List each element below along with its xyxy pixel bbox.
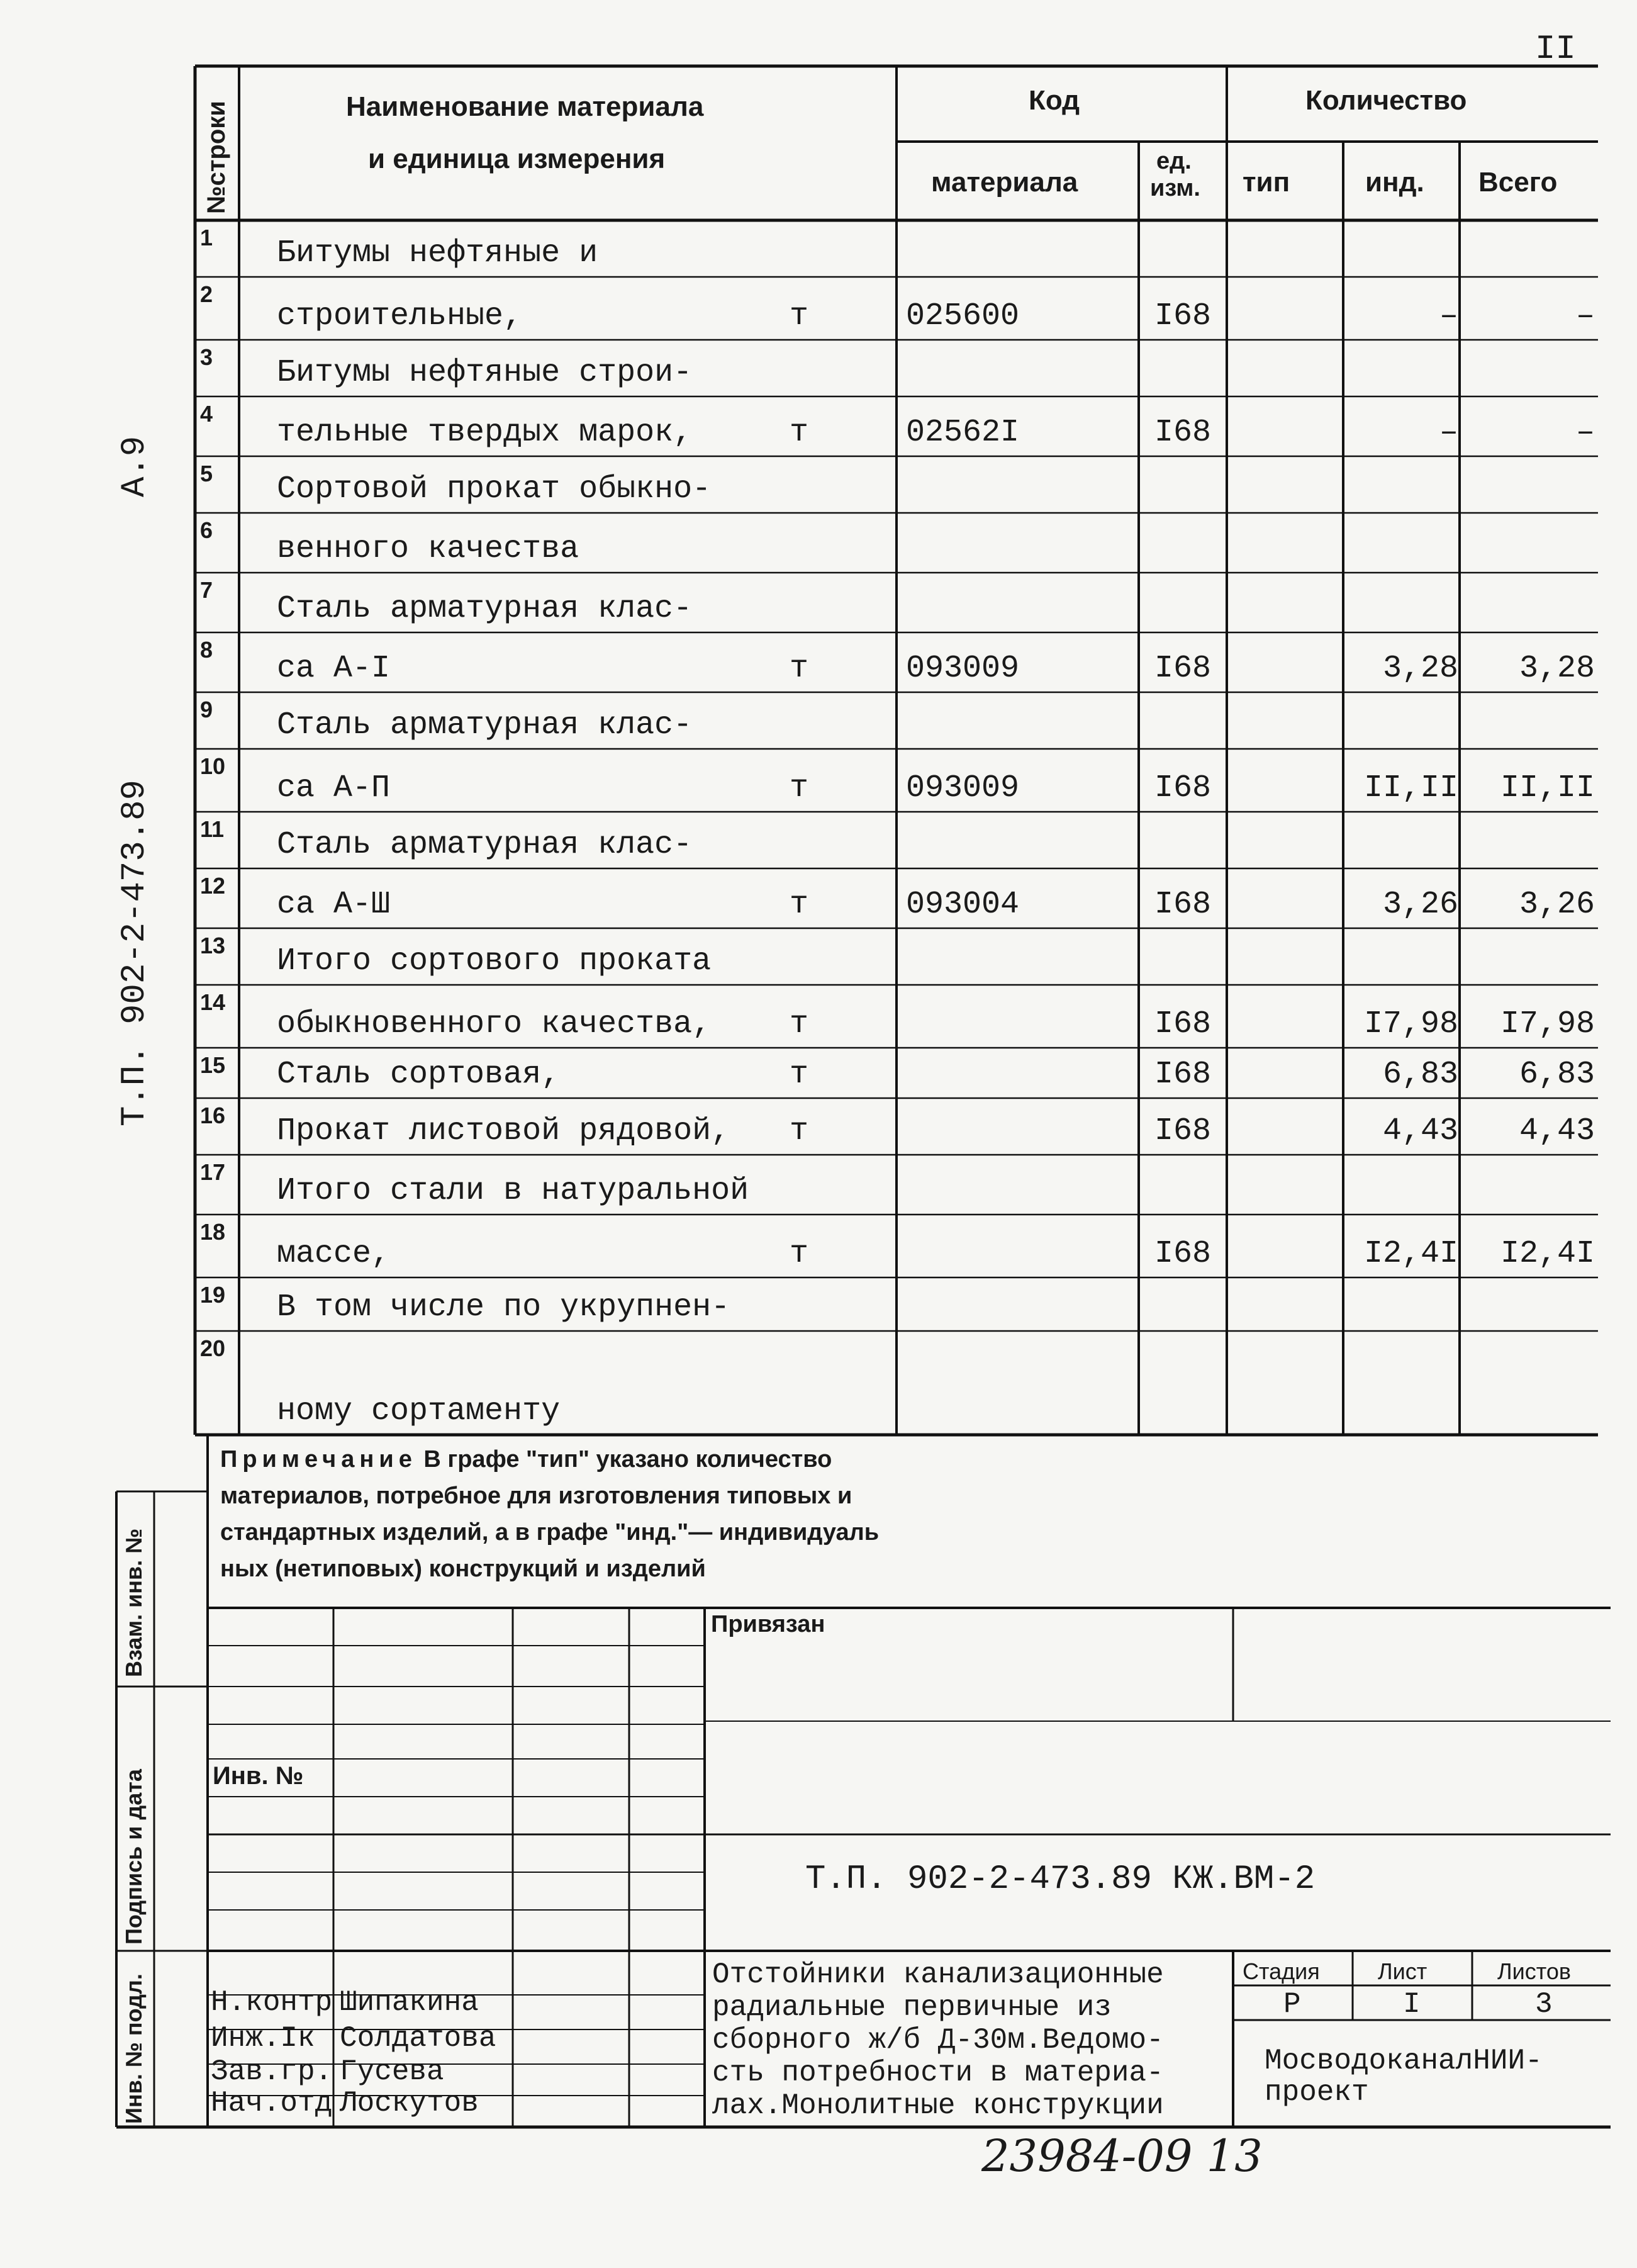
stamp-person-role: Зав.гр. [211, 2055, 333, 2088]
stamp-stage: Р [1283, 1988, 1301, 2021]
table-cell-n: 15 [200, 1052, 226, 1078]
stamp-doc-number: Т.П. 902-2-473.89 КЖ.ВМ-2 [805, 1860, 1316, 1899]
table-cell-name: са А-П [277, 770, 391, 806]
table-cell-n: 18 [200, 1219, 226, 1245]
table-cell-name: массе, [277, 1236, 391, 1272]
table-cell-name: Итого сортового проката [277, 943, 712, 979]
header-code: Код [1029, 85, 1080, 116]
table-cell-n: 17 [200, 1159, 226, 1185]
table-cell-total: – [1575, 415, 1595, 451]
table-cell-n: 12 [200, 873, 226, 899]
note-line2: материалов, потребное для изготовления типовых и [220, 1483, 852, 1509]
table-cell-unit: т [790, 651, 809, 687]
stamp-title-line1: Отстойники канализационные [712, 1958, 1164, 1991]
header-code-material: материала [931, 167, 1078, 198]
stamp-sheet-label: Лист [1378, 1958, 1427, 1984]
stamp-person-name: Шипакина [340, 1986, 479, 2019]
table-cell-name: строительные, [277, 298, 523, 334]
table-cell-unit: т [790, 887, 809, 923]
stamp-inv-no: Инв. № [213, 1762, 304, 1790]
table-cell-n: 13 [200, 933, 226, 958]
table-cell-unit: т [790, 1236, 809, 1272]
table-cell-name: венного качества [277, 531, 579, 567]
table-cell-total: I2,4I [1500, 1236, 1595, 1272]
table-cell-n: 5 [200, 461, 213, 486]
side-podpis-data: Подпись и дата [121, 1769, 147, 1945]
table-cell-n: 16 [200, 1103, 226, 1128]
stamp-title-line4: сть потребности в материа- [712, 2057, 1164, 2089]
table-cell-n: 10 [200, 753, 226, 779]
table-cell-unit: т [790, 770, 809, 806]
header-rownum: №строки [203, 101, 230, 214]
table-cell-unit: т [790, 298, 809, 334]
table-cell-ind: 3,28 [1382, 651, 1458, 687]
stamp-person-role: Н.контр [211, 1986, 333, 2019]
table-cell-eu: I68 [1154, 651, 1211, 687]
stamp-person-role: Инж.Iк [211, 2022, 315, 2055]
table-cell-n: 7 [200, 577, 213, 603]
table-cell-ind: 3,26 [1382, 887, 1458, 923]
table-cell-unit: т [790, 1113, 809, 1149]
stamp-org-line1: МосводоканалНИИ- [1265, 2045, 1543, 2077]
header-code-unit-1: ед. [1156, 148, 1192, 174]
side-doc-code: Т.П. 902-2-473.89 [116, 780, 154, 1126]
table-cell-unit: т [790, 1006, 809, 1042]
table-cell-total: I7,98 [1500, 1006, 1595, 1042]
header-code-unit-2: изм. [1150, 175, 1200, 201]
table-cell-total: 4,43 [1519, 1113, 1595, 1149]
note-line3: стандартных изделий, а в графе "инд."— индивидуаль [220, 1519, 880, 1546]
table-cell-total: 3,28 [1519, 651, 1595, 687]
header-qty-type: тип [1243, 167, 1290, 198]
table-cell-name: В том числе по укрупнен- [277, 1289, 730, 1325]
table-cell-name: Сортовой прокат обыкно- [277, 471, 712, 507]
table-cell-total: II,II [1500, 770, 1595, 806]
table-cell-total: – [1575, 298, 1595, 334]
table-cell-n: 14 [200, 989, 226, 1015]
table-cell-code: 093009 [906, 770, 1020, 806]
table-cell-code: 02562I [906, 415, 1020, 451]
table-cell-eu: I68 [1154, 298, 1211, 334]
table-cell-n: 8 [200, 637, 213, 663]
stamp-privyazan: Привязан [711, 1611, 825, 1637]
note-line1: В графе "тип" указано количество [423, 1446, 832, 1473]
table-cell-eu: I68 [1154, 1006, 1211, 1042]
header-name-line2: и единица измерения [368, 143, 666, 174]
header-qty-ind: инд. [1365, 167, 1424, 198]
table-cell-n: 11 [200, 816, 225, 842]
note-line4: ных (нетиповых) конструкций и изделий [220, 1556, 706, 1582]
side-vzam-inv: Взам. инв. № [121, 1528, 147, 1677]
table-cell-n: 4 [200, 401, 213, 427]
table-cell-name: Сталь арматурная клас- [277, 827, 693, 863]
table-cell-name: обыкновенного качества, [277, 1006, 712, 1042]
stamp-person-role: Нач.отд [211, 2087, 333, 2119]
stamp-person-name: Солдатова [340, 2022, 496, 2055]
table-cell-name: Сталь сортовая, [277, 1057, 561, 1092]
table-cell-ind: I7,98 [1363, 1006, 1458, 1042]
header-qty-total: Всего [1478, 167, 1558, 198]
stamp-sheets: 3 [1535, 1988, 1553, 2021]
stamp-title-line2: радиальные первичные из [712, 1991, 1112, 2024]
table-cell-ind: 6,83 [1382, 1057, 1458, 1092]
table-cell-ind: – [1439, 298, 1458, 334]
table-cell-eu: I68 [1154, 1057, 1211, 1092]
table-cell-eu: I68 [1154, 770, 1211, 806]
table-cell-n: 19 [200, 1282, 226, 1308]
table-cell-name: ному сортаменту [277, 1393, 561, 1429]
header-quantity: Количество [1305, 85, 1467, 116]
footer-handwritten-number: 23984-09 13 [981, 2130, 1263, 2182]
note [220, 1441, 879, 1587]
table-cell-eu: I68 [1154, 1236, 1211, 1272]
table-cell-n: 20 [200, 1335, 226, 1361]
table-cell-name: Итого стали в натуральной [277, 1173, 749, 1209]
side-sheet-code: А.9 [116, 435, 154, 497]
table-cell-name: Битумы нефтяные и [277, 235, 598, 271]
table-cell-eu: I68 [1154, 415, 1211, 451]
table-cell-unit: т [790, 415, 809, 451]
stamp-org [1265, 2045, 1543, 2108]
page-number: II [1535, 30, 1576, 69]
stamp-org-line2: проект [1265, 2076, 1369, 2109]
table-cell-ind: II,II [1363, 770, 1458, 806]
table-cell-name: Прокат листовой рядовой, [277, 1113, 730, 1149]
table-cell-ind: – [1439, 415, 1458, 451]
stamp-sheet: I [1403, 1988, 1421, 2021]
stamp-person-name: Лоскутов [340, 2087, 479, 2119]
table-cell-name: тельные твердых марок, [277, 415, 693, 451]
table-cell-code: 093009 [906, 651, 1020, 687]
table-cell-name: са А-I [277, 651, 391, 687]
stamp-stage-label: Стадия [1243, 1958, 1320, 1984]
table-cell-eu: I68 [1154, 1113, 1211, 1149]
table-cell-name: са А-Ш [277, 887, 391, 923]
stamp-title-line3: сборного ж/б Д-30м.Ведомо- [712, 2024, 1164, 2057]
table-cell-n: 6 [200, 517, 213, 543]
table-cell-unit: т [790, 1057, 809, 1092]
stamp-title [712, 1958, 1164, 2122]
side-inv-podl: Инв. № подл. [121, 1973, 147, 2124]
table-cell-total: 6,83 [1519, 1057, 1595, 1092]
table-cell-name: Сталь арматурная клас- [277, 591, 693, 627]
stamp-person-name: Гусева [340, 2055, 444, 2088]
stamp-sheets-label: Листов [1497, 1958, 1571, 1984]
table-cell-n: 1 [200, 225, 213, 250]
table-cell-total: 3,26 [1519, 887, 1595, 923]
table-cell-n: 3 [200, 344, 213, 370]
header-name-line1: Наименование материала [346, 91, 704, 122]
table-cell-n: 2 [200, 281, 213, 307]
table-cell-name: Сталь арматурная клас- [277, 707, 693, 743]
table-cell-name: Битумы нефтяные строи- [277, 355, 693, 391]
table-cell-eu: I68 [1154, 887, 1211, 923]
note-title: Примечание [220, 1446, 417, 1473]
table-cell-n: 9 [200, 697, 213, 722]
table-cell-code: 025600 [906, 298, 1020, 334]
table-cell-ind: 4,43 [1382, 1113, 1458, 1149]
table-cell-code: 093004 [906, 887, 1020, 923]
stamp-title-line5: лах.Монолитные конструкции [712, 2089, 1164, 2122]
table-cell-ind: I2,4I [1363, 1236, 1458, 1272]
